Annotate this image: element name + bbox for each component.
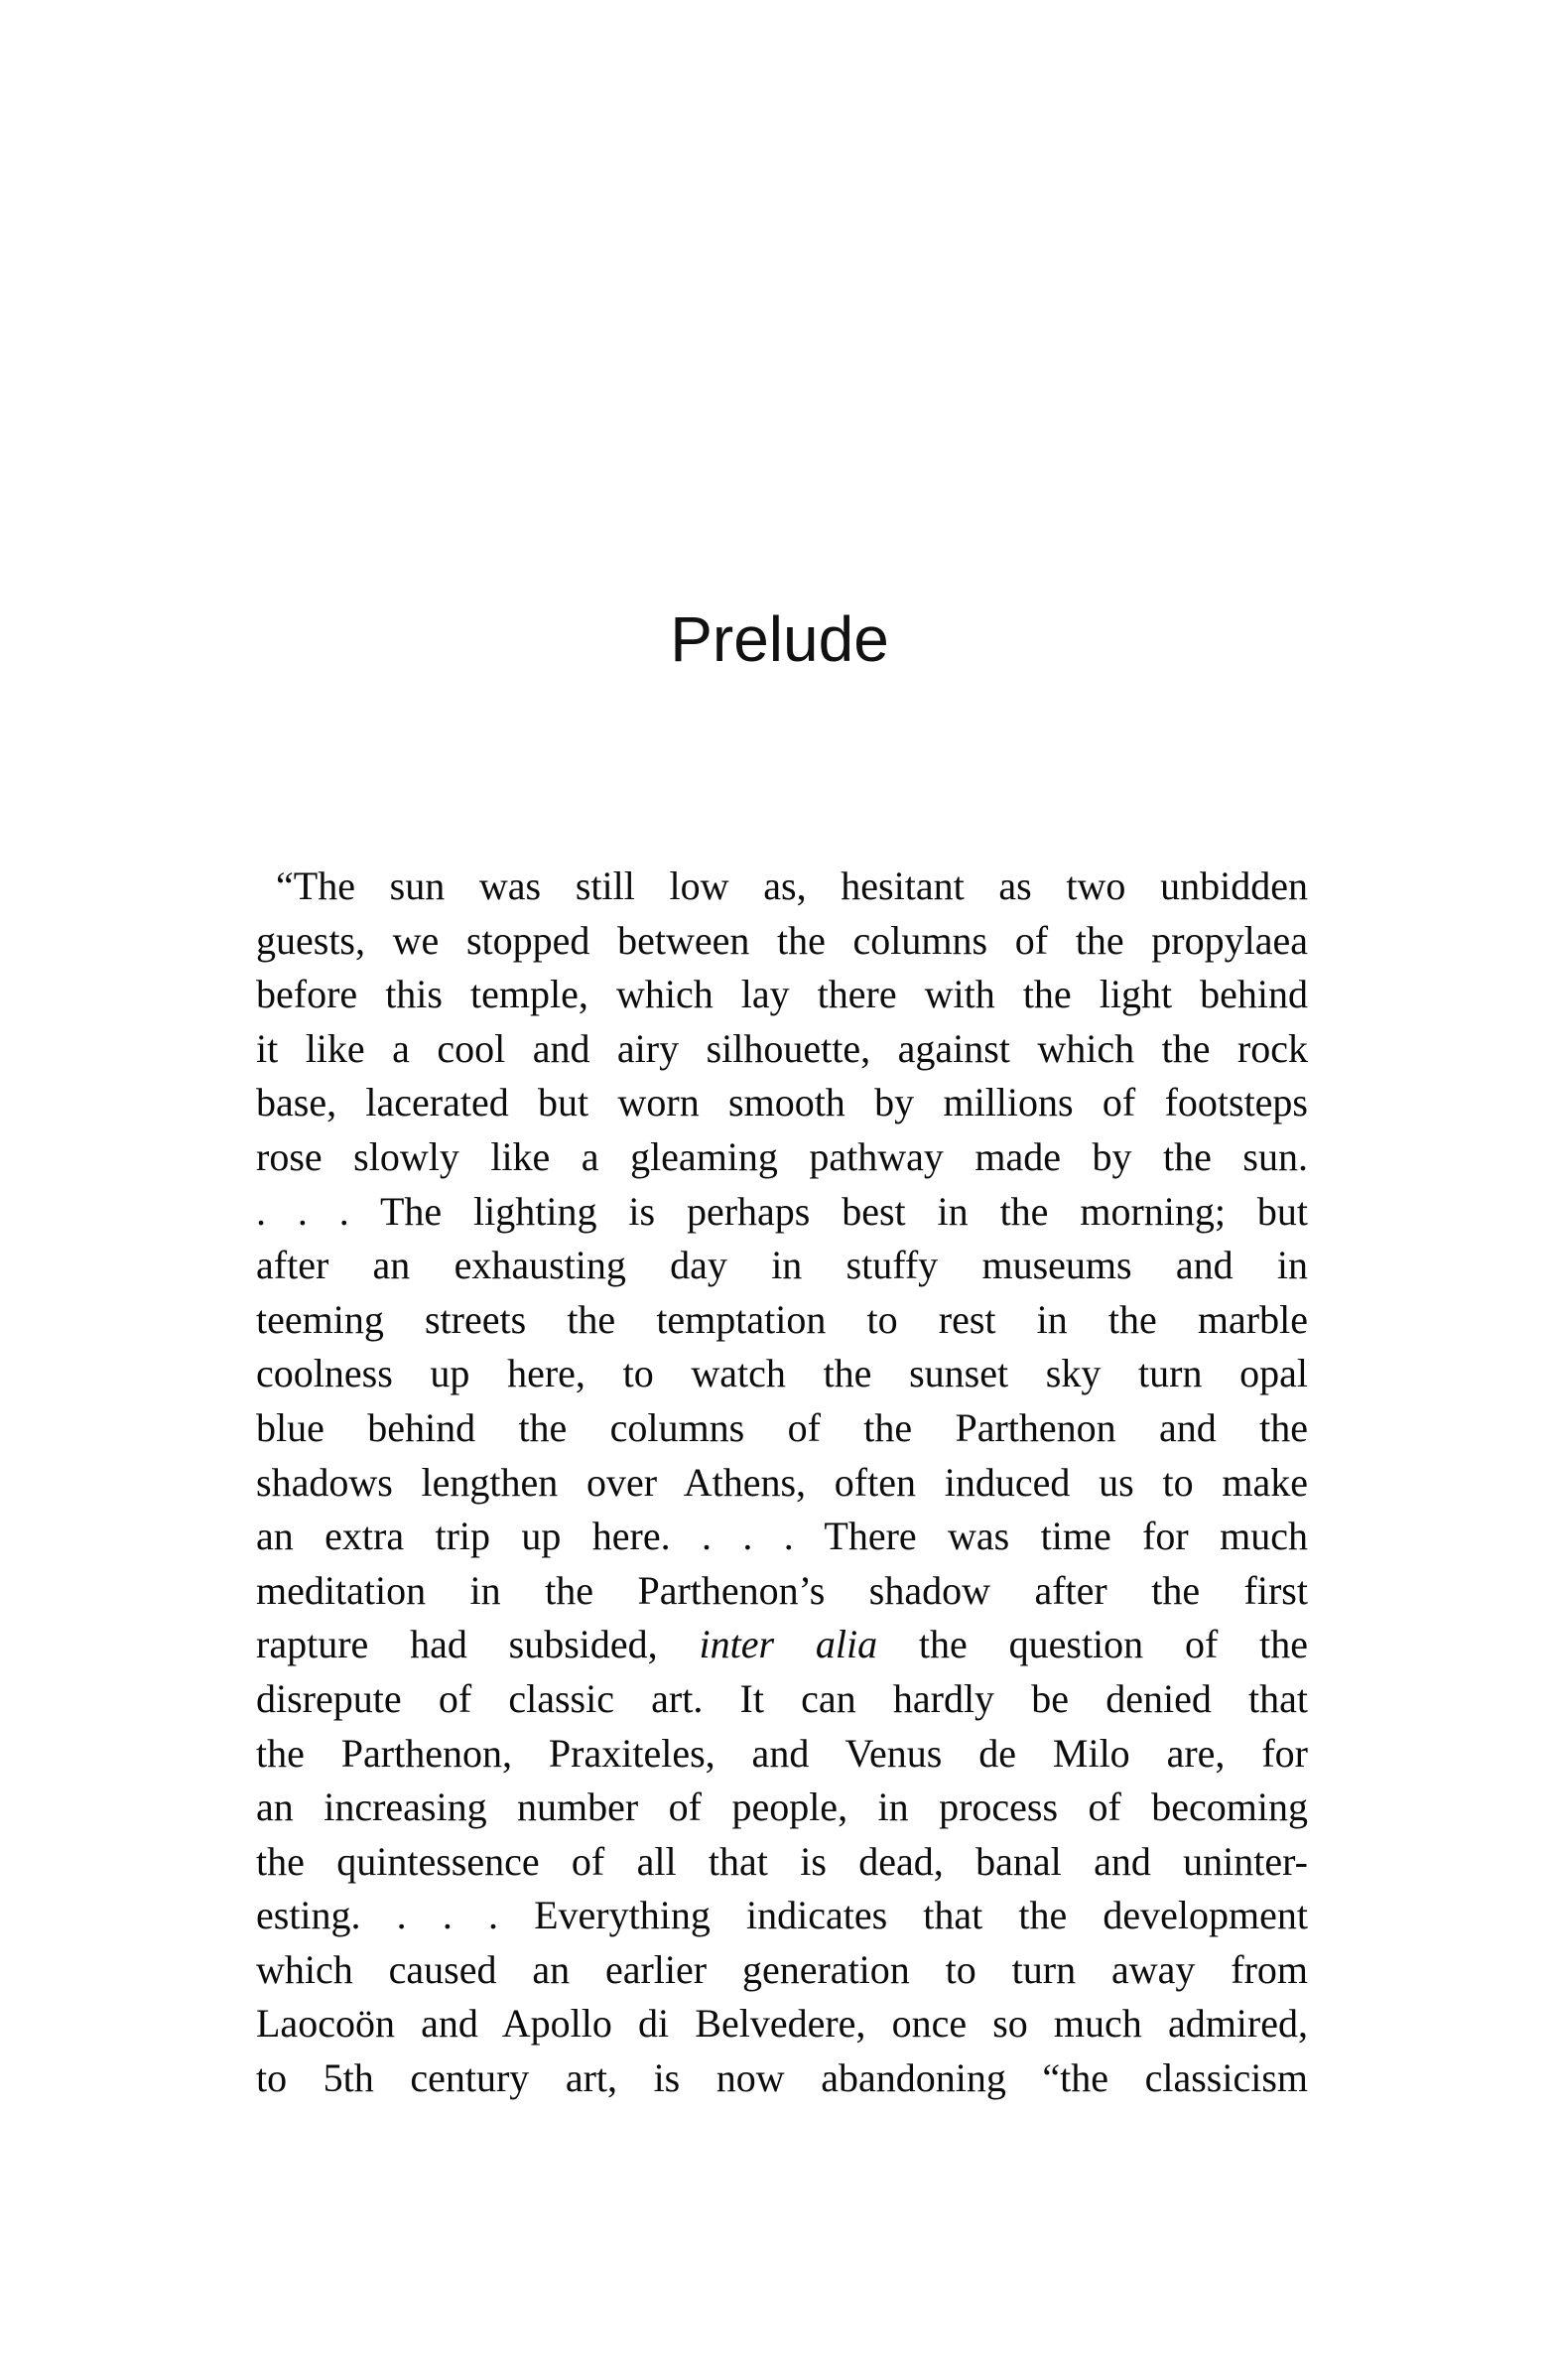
- text-line: rose slowly like a gleaming pathway made by the sun.: [256, 1133, 1308, 1179]
- text-line: the quintessence of all that is dead, banal and uninter-: [256, 1838, 1308, 1884]
- text-line: shadows lengthen over Athens, often induced us to make: [256, 1459, 1308, 1505]
- text-line-with-italic: [256, 1618, 1308, 1672]
- text-span: the question of the: [877, 1622, 1308, 1667]
- text-line: meditation in the Parthenon’s shadow after the first: [256, 1567, 1308, 1613]
- text-line: an increasing number of people, in process of becoming: [256, 1785, 1308, 1830]
- text-line: base, lacerated but worn smooth by millions of footsteps: [256, 1080, 1308, 1125]
- text-line: blue behind the columns of the Parthenon and the: [256, 1404, 1308, 1450]
- text-line: coolness up here, to watch the sunset sky turn opal: [256, 1351, 1308, 1396]
- text-span: rapture had subsided,: [256, 1622, 700, 1667]
- chapter-title: Prelude: [670, 603, 889, 675]
- text-line: an extra trip up here. . . . There was time for much: [256, 1514, 1308, 1559]
- text-line: before this temple, which lay there with the light behind: [256, 972, 1308, 1017]
- text-line: the Parthenon, Praxiteles, and Venus de Milo are, for: [256, 1730, 1308, 1776]
- text-line: guests, we stopped between the columns of the propylaea: [256, 917, 1308, 963]
- text-line: “The sun was still low as, hesitant as two unbidden: [276, 863, 1308, 908]
- text-line: after an exhausting day in stuffy museums and in: [256, 1243, 1308, 1288]
- text-line: which caused an earlier generation to turn away from: [256, 1946, 1308, 1992]
- text-line: it like a cool and airy silhouette, against which the rock: [256, 1025, 1308, 1071]
- text-line: esting. . . . Everything indicates that the development: [256, 1893, 1308, 1938]
- italic-phrase: inter alia: [699, 1622, 878, 1667]
- text-line: disrepute of classic art. It can hardly be denied that: [256, 1675, 1308, 1721]
- text-line: Laocoön and Apollo di Belvedere, once so much admired,: [256, 2001, 1308, 2047]
- body-paragraph: [256, 859, 1308, 2106]
- text-line: teeming streets the temptation to rest in the marble: [256, 1296, 1308, 1342]
- text-line: . . . The lighting is perhaps best in the morning; but: [256, 1188, 1308, 1234]
- text-line: to 5th century art, is now abandoning “the classicism: [256, 2055, 1308, 2101]
